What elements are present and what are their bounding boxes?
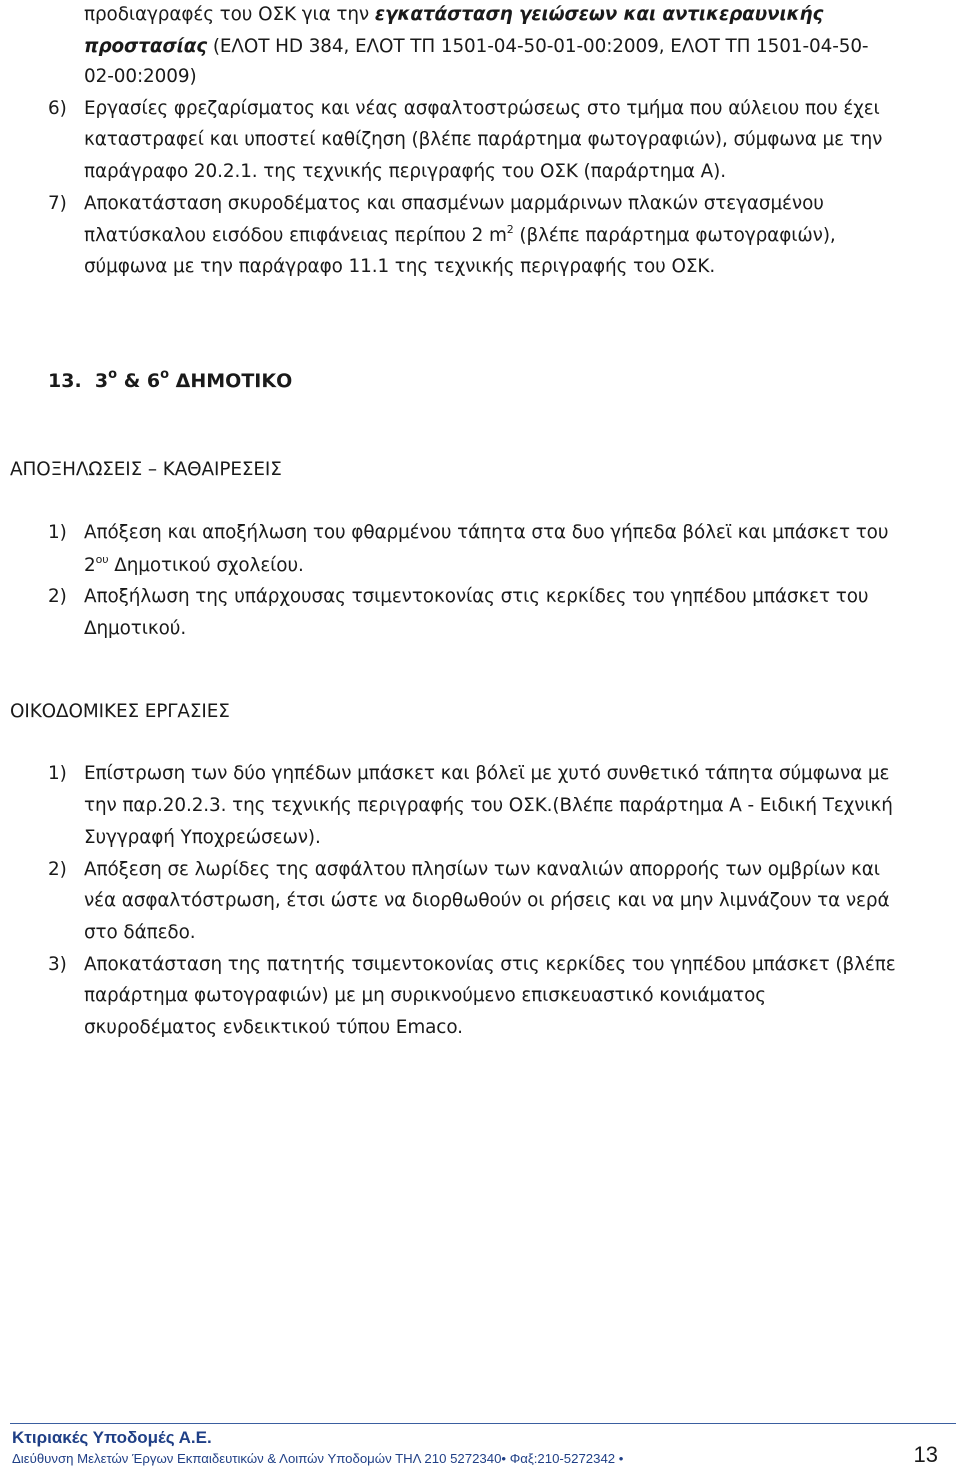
intro-line-3: 02-00:2009) <box>84 66 197 87</box>
item-7-text: (βλέπε παράρτημα φωτογραφιών), <box>513 225 836 246</box>
item-6-line: Εργασίες φρεζαρίσματος και νέας ασφαλτοστρώσεως στο τμήμα που αύλειου που έχει <box>84 98 880 119</box>
footer-company: Κτιριακές Υποδομές Α.Ε. <box>12 1428 212 1447</box>
construction-item-line: την παρ.20.2.3. της τεχνικής περιγραφής του ΟΣΚ.(Βλέπε παράρτημα Α - Ειδική Τεχνική <box>84 795 893 816</box>
demolition-item-line: Απόξεση και αποξήλωση του φθαρμένου τάπητα στα δυο γήπεδα βόλεϊ και μπάσκετ του <box>84 522 889 543</box>
section-title: ΔΗΜΟΤΙΚΟ <box>169 370 293 392</box>
item-number: 3) <box>48 954 67 975</box>
superscript: ου <box>95 553 109 566</box>
intro-emphasis-2: προστασίας <box>84 36 208 57</box>
superscript: 2 <box>506 223 514 236</box>
item-number: 1) <box>48 763 67 784</box>
demolition-text: 2 <box>84 555 96 576</box>
item-7-line: σύμφωνα με την παράγραφο 11.1 της τεχνικής περιγραφής του ΟΣΚ. <box>84 256 716 277</box>
item-number: 7) <box>48 193 67 214</box>
item-number: 2) <box>48 586 67 607</box>
superscript: ο <box>108 367 118 382</box>
construction-item-line: στο δάπεδο. <box>84 922 196 943</box>
subheading-demolition: ΑΠΟΞΗΛΩΣΕΙΣ – ΚΑΘΑΙΡΕΣΕΙΣ <box>10 459 282 480</box>
section-text: 3 <box>94 370 109 392</box>
item-number: 2) <box>48 859 67 880</box>
subheading-construction: ΟΙΚΟΔΟΜΙΚΕΣ ΕΡΓΑΣΙΕΣ <box>10 701 230 722</box>
construction-item-line: Επίστρωση των δύο γηπέδων μπάσκετ και βόλεϊ με χυτό συνθετικό τάπητα σύμφωνα με <box>84 763 890 784</box>
construction-item-line: Συγγραφή Υποχρεώσεων). <box>84 827 321 848</box>
section-text: & 6 <box>117 370 161 392</box>
demolition-item-line: Δημοτικού. <box>84 618 187 639</box>
section-heading <box>48 367 293 392</box>
intro-line-1 <box>84 4 823 26</box>
intro-standards: (ΕΛΟΤ HD 384, ΕΛΟΤ ΤΠ 1501-04-50-01-00:2009, ΕΛΟΤ ΤΠ 1501-04-50- <box>207 36 869 57</box>
demolition-item-line <box>84 555 304 577</box>
construction-item-line: σκυροδέματος ενδεικτικού τύπου Emaco. <box>84 1017 463 1038</box>
item-number: 1) <box>48 522 67 543</box>
footer-department: Διεύθυνση Μελετών Έργων Εκπαιδευτικών & Λοιπών Υποδομών ΤΗΛ 210 5272340• Φαξ:210-5272342 • <box>12 1451 624 1466</box>
page-number: 13 <box>913 1442 938 1467</box>
intro-text: προδιαγραφές του ΟΣΚ για την <box>84 4 375 25</box>
demolition-item-line: Αποξήλωση της υπάρχουσας τσιμεντοκονίας στις κερκίδες του γηπέδου μπάσκετ του <box>84 586 869 607</box>
item-7-line <box>84 225 836 247</box>
item-6-line: καταστραφεί και υποστεί καθίζηση (βλέπε παράρτημα φωτογραφιών), σύμφωνα με την <box>84 129 883 150</box>
construction-item-line: νέα ασφαλτόστρωση, έτσι ώστε να διορθωθούν οι ρήσεις και να μην λιμνάζουν τα νερά <box>84 890 890 911</box>
item-number: 6) <box>48 98 67 119</box>
intro-line-2 <box>84 36 868 58</box>
item-7-line: Αποκατάσταση σκυροδέματος και σπασμένων μαρμάρινων πλακών στεγασμένου <box>84 193 824 214</box>
construction-item-line: παράρτημα φωτογραφιών) με μη συρικνούμενο επισκευαστικό κονιάματος <box>84 985 766 1006</box>
footer-divider <box>10 1423 956 1424</box>
intro-emphasis: εγκατάσταση γειώσεων και αντικεραυνικής <box>374 4 824 25</box>
construction-item-line: Αποκατάσταση της πατητής τσιμεντοκονίας στις κερκίδες του γηπέδου μπάσκετ (βλέπε <box>84 954 896 975</box>
construction-item-line: Απόξεση σε λωρίδες της ασφάλτου πλησίων των καναλιών απορροής των ομβρίων και <box>84 859 880 880</box>
demolition-text: Δημοτικού σχολείου. <box>108 555 304 576</box>
item-6-line: παράγραφο 20.2.1. της τεχνικής περιγραφής του ΟΣΚ (παράρτημα Α). <box>84 161 726 182</box>
superscript: ο <box>160 367 170 382</box>
item-7-text: πλατύσκαλου εισόδου επιφάνειας περίπου 2 m <box>84 225 507 246</box>
section-number: 13. <box>48 370 82 392</box>
